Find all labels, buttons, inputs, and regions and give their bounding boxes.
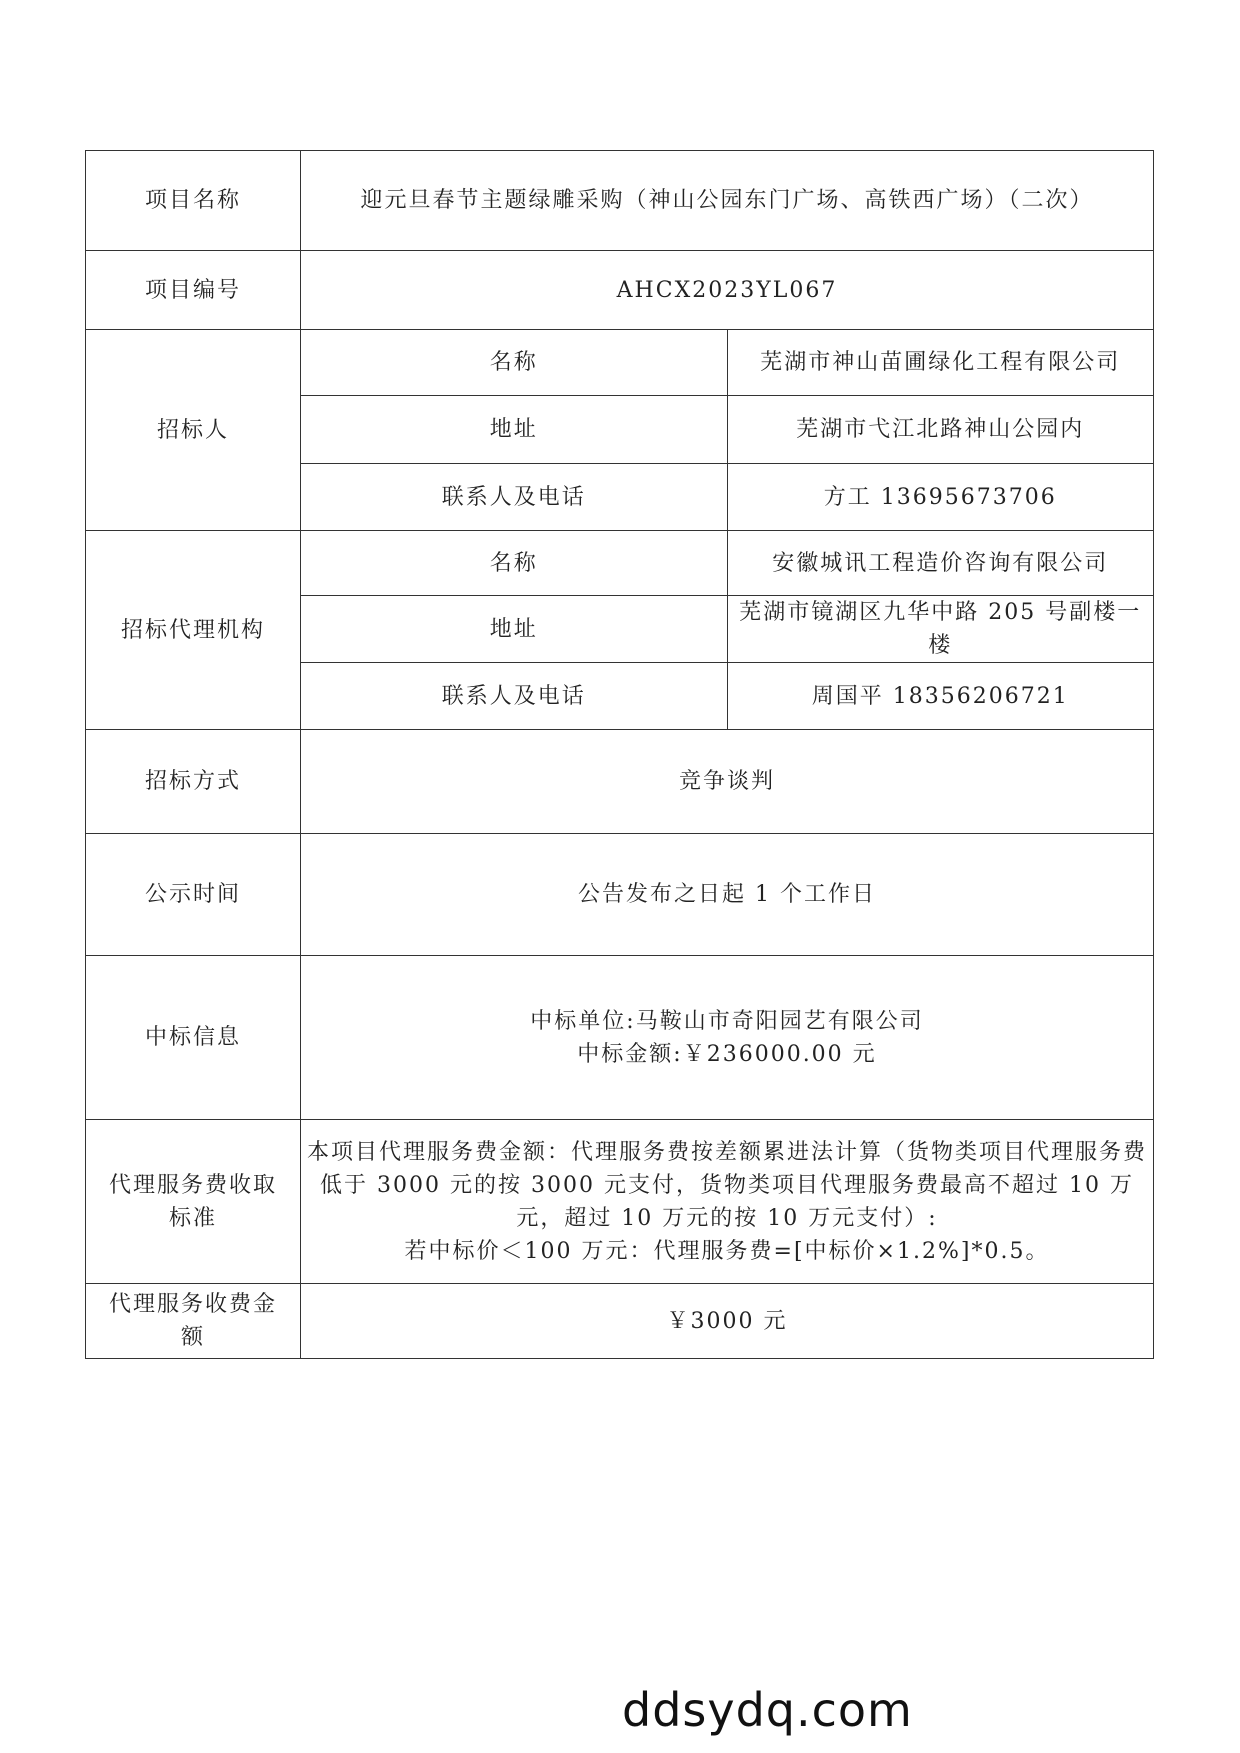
row-fee-standard <box>86 1120 1154 1284</box>
award-announcement-table <box>85 150 1154 1359</box>
award-info <box>301 956 1154 1120</box>
fee-standard-label-line2: 标准 <box>168 1205 217 1231</box>
row-award <box>86 956 1154 1120</box>
fee-amount-label <box>86 1284 301 1359</box>
agency-address-value: 芜湖市镜湖区九华中路 205 号副楼一楼 <box>727 596 1154 663</box>
fee-amount-label-line1: 代理服务收费金 <box>108 1292 277 1317</box>
row-publicity <box>86 834 1154 956</box>
tenderer-contact-value: 方工 13695673706 <box>727 464 1154 531</box>
project-number-value: AHCX2023YL067 <box>301 251 1154 330</box>
publicity-value: 公告发布之日起 1 个工作日 <box>301 834 1154 956</box>
project-name-value: 迎元旦春节主题绿雕采购（神山公园东门广场、高铁西广场）（二次） <box>301 151 1154 251</box>
project-number-label: 项目编号 <box>86 251 301 330</box>
row-method <box>86 730 1154 834</box>
award-unit: 中标单位:马鞍山市奇阳园艺有限公司 <box>530 1008 924 1034</box>
award-label: 中标信息 <box>86 956 301 1120</box>
fee-standard-text <box>301 1120 1154 1284</box>
agency-contact-value: 周国平 18356206721 <box>727 663 1154 730</box>
row-agency-name <box>86 531 1154 596</box>
fee-standard-label-line1: 代理服务费收取 <box>108 1172 277 1198</box>
fee-standard-text1: 本项目代理服务费金额：代理服务费按差额累进法计算（货物类项目代理服务费低于 3000 元的按 3000 元支付，货物类项目代理服务费最高不超过 10 万元，超过 10 万元的按 10 万元支付）: <box>307 1139 1148 1231</box>
agency-label: 招标代理机构 <box>86 531 301 730</box>
tenderer-address-label: 地址 <box>301 396 728 464</box>
row-project-number <box>86 251 1154 330</box>
fee-standard-label <box>86 1120 301 1284</box>
agency-address-label: 地址 <box>301 596 728 663</box>
row-project-name <box>86 151 1154 251</box>
award-amount: 中标金额:￥236000.00 元 <box>577 1041 877 1067</box>
row-fee-amount <box>86 1284 1154 1359</box>
fee-standard-text2: 若中标价＜100 万元：代理服务费=[中标价×1.2%]*0.5。 <box>404 1238 1050 1264</box>
publicity-label: 公示时间 <box>86 834 301 956</box>
tenderer-name-value: 芜湖市神山苗圃绿化工程有限公司 <box>727 330 1154 396</box>
fee-amount-label-line2: 额 <box>180 1325 205 1350</box>
fee-amount-value: ￥3000 元 <box>301 1284 1154 1359</box>
row-tenderer-name <box>86 330 1154 396</box>
agency-name-value: 安徽城讯工程造价咨询有限公司 <box>727 531 1154 596</box>
agency-contact-label: 联系人及电话 <box>301 663 728 730</box>
tenderer-name-label: 名称 <box>301 330 728 396</box>
agency-name-label: 名称 <box>301 531 728 596</box>
project-name-label: 项目名称 <box>86 151 301 251</box>
method-label: 招标方式 <box>86 730 301 834</box>
tenderer-address-value: 芜湖市弋江北路神山公园内 <box>727 396 1154 464</box>
tenderer-label: 招标人 <box>86 330 301 531</box>
watermark: ddsydq.com <box>622 1683 913 1737</box>
method-value: 竞争谈判 <box>301 730 1154 834</box>
tenderer-contact-label: 联系人及电话 <box>301 464 728 531</box>
